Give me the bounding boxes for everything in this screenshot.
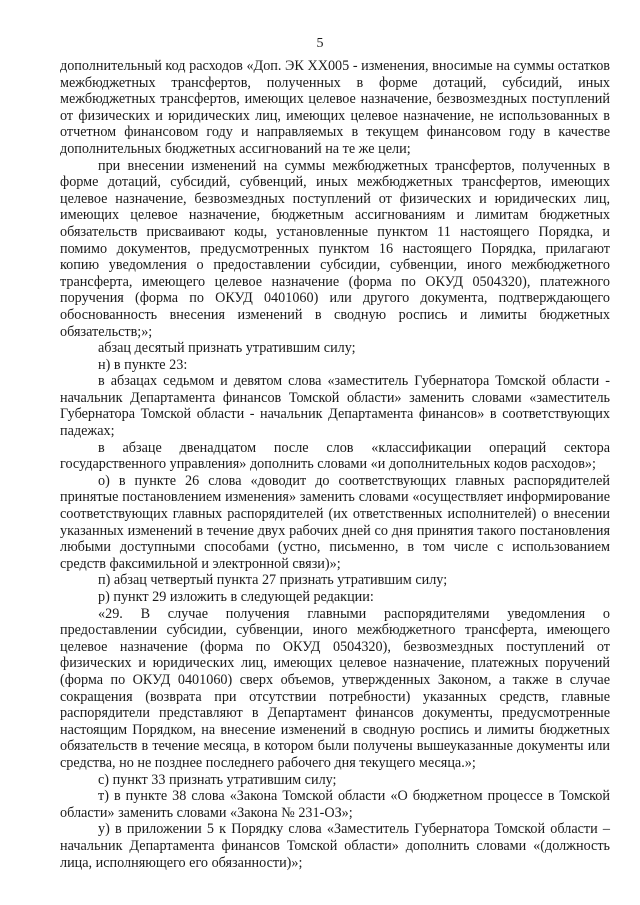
paragraph: т) в пункте 38 слова «Закона Томской области «О бюджетном процессе в Томской области» заменить словами «Закона № 231-ОЗ»; bbox=[60, 788, 610, 821]
document-body bbox=[60, 58, 610, 871]
paragraph: абзац десятый признать утратившим силу; bbox=[98, 340, 356, 357]
paragraph: в абзаце двенадцатом после слов «классификации операций сектора государственного управления» дополнить словами «и дополнительных кодов расходов»; bbox=[60, 439, 610, 473]
paragraph: при внесении изменений на суммы межбюджетных трансфертов, полученных в форме дотаций, субсидий, субвенций, иных межбюджетных трансфертов, имеющих целевое назначение, безвозмездных поступлений от физических и юридических лиц, имеющих целевое назначение, бюджетным ассигнованиям и лимитам бюджетных обязательств присваивают коды, установленные пунктом 11 настоящего Порядка, и помимо документов, предусмотренных пунктом 16 настоящего Порядка, прилагают копию уведомления о предоставлении субсидии, субвенции, иного межбюджетного трансферта, имеющего целевое назначение (форма по ОКУД 0504320), платежного поручения (форма по ОКУД 0401060) или другого документа, подтверждающего обоснованность внесения изменений в сводную роспись и лимиты бюджетных обязательств;»; bbox=[60, 157, 610, 340]
paragraph: у) в приложении 5 к Порядку слова «Заместитель Губернатора Томской области – начальник Департамента финансов Томской области» дополнить словами «(должность лица, исполняющего его обязанности)»; bbox=[60, 821, 610, 871]
paragraph: «29. В случае получения главными распорядителями уведомления о предоставлении субсидии, субвенции, иного межбюджетного трансферта, имеющего целевое назначение (форма по ОКУД 0504320), безвозмездных поступлений от физических и юридических лиц, имеющих целевое назначение, платежных поручений (форма по ОКУД 0401060) сверх объемов, утвержденных Законом, а также в случае сокращения (возврата при отсутствии потребности) указанных средств, главные распорядители представляют в Департамент финансов документы, предусмотренные настоящим Порядком, на внесение изменений в сводную роспись и лимиты бюджетных обязательств в течение месяца, в котором были получены вышеуказанные документы или средства, но не позднее последнего рабочего дня текущего месяца.»; bbox=[60, 605, 610, 771]
paragraph: дополнительный код расходов «Доп. ЭК XX005 - изменения, вносимые на суммы остатков межбюджетных трансфертов, полученных в форме дотаций, субсидий, иных межбюджетных трансфертов, имеющих целевое назначение, безвозмездных поступлений от физических и юридических лиц, имеющих целевое назначение, не использованных в отчетном финансовом году и направляемых в текущем финансовом году в качестве дополнительных бюджетных ассигнований на те же цели; bbox=[60, 58, 610, 157]
page-number: 5 bbox=[316, 36, 324, 51]
paragraph: п) абзац четвертый пункта 27 признать утратившим силу; bbox=[98, 572, 448, 589]
paragraph: о) в пункте 26 слова «доводит до соответствующих главных распорядителей принятые постановлением изменения» заменить словами «осуществляет информирование соответствующих главных распорядителей (их ответственных исполнителей) о внесении указанных изменений в течение двух рабочих дней со дня принятия такого постановления любыми доступными способами (устно, письменно, в том числе с использованием средств факсимильной и электронной связи)»; bbox=[60, 472, 610, 572]
paragraph: в абзацах седьмом и девятом слова «заместитель Губернатора Томской области - начальник Департамента финансов Томской области» заменить словами «заместитель Губернатора Томской области - начальник Департамента финансов» в соответствующих падежах; bbox=[60, 373, 610, 440]
paragraph: р) пункт 29 изложить в следующей редакции: bbox=[98, 589, 374, 605]
paragraph: н) в пункте 23: bbox=[98, 356, 188, 373]
paragraph: с) пункт 33 признать утратившим силу; bbox=[98, 771, 337, 788]
